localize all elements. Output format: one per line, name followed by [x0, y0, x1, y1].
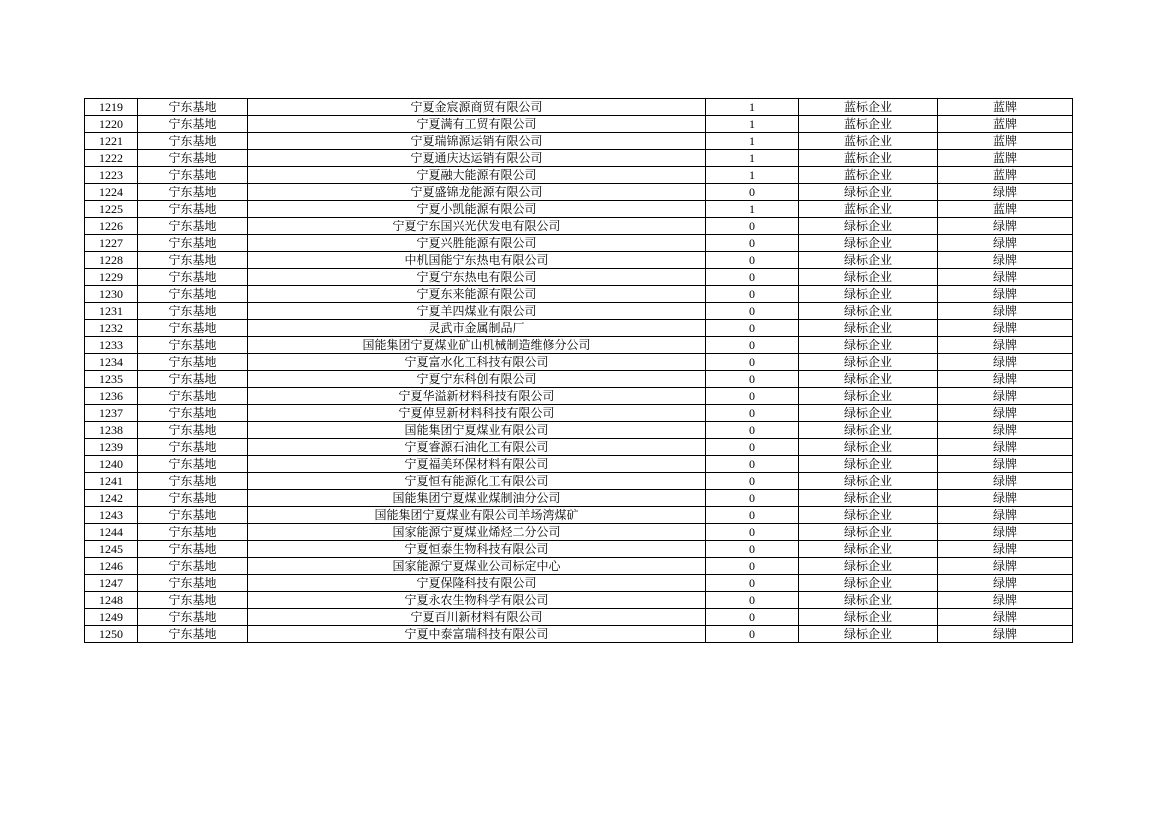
cell-count[interactable]: 0: [706, 575, 799, 592]
cell-plate[interactable]: 绿牌: [938, 575, 1073, 592]
cell-company[interactable]: 宁夏华溢新材料科技有限公司: [248, 388, 706, 405]
cell-plate[interactable]: 绿牌: [938, 422, 1073, 439]
cell-count[interactable]: 1: [706, 133, 799, 150]
cell-label[interactable]: 绿标企业: [799, 592, 938, 609]
cell-id[interactable]: 1250: [85, 626, 138, 643]
cell-count[interactable]: 0: [706, 422, 799, 439]
cell-count[interactable]: 0: [706, 354, 799, 371]
cell-plate[interactable]: 蓝牌: [938, 201, 1073, 218]
cell-company[interactable]: 宁夏融大能源有限公司: [248, 167, 706, 184]
table-row: [85, 507, 1073, 524]
cell-count[interactable]: 0: [706, 609, 799, 626]
cell-plate[interactable]: 绿牌: [938, 626, 1073, 643]
cell-count[interactable]: 0: [706, 507, 799, 524]
cell-id[interactable]: 1239: [85, 439, 138, 456]
table-row: [85, 541, 1073, 558]
cell-plate[interactable]: 绿牌: [938, 609, 1073, 626]
table-row: [85, 269, 1073, 286]
cell-id[interactable]: 1248: [85, 592, 138, 609]
cell-count[interactable]: 0: [706, 320, 799, 337]
cell-company[interactable]: 国能集团宁夏煤业矿山机械制造维修分公司: [248, 337, 706, 354]
cell-company[interactable]: 宁夏宁东热电有限公司: [248, 269, 706, 286]
cell-company[interactable]: 宁夏小凯能源有限公司: [248, 201, 706, 218]
cell-id[interactable]: 1236: [85, 388, 138, 405]
cell-base[interactable]: 宁东基地: [138, 303, 248, 320]
cell-id[interactable]: 1240: [85, 456, 138, 473]
cell-company[interactable]: 宁夏羊四煤业有限公司: [248, 303, 706, 320]
cell-count[interactable]: 0: [706, 235, 799, 252]
cell-base[interactable]: 宁东基地: [138, 507, 248, 524]
cell-plate[interactable]: 绿牌: [938, 592, 1073, 609]
cell-plate[interactable]: 绿牌: [938, 286, 1073, 303]
cell-id[interactable]: 1229: [85, 269, 138, 286]
cell-plate[interactable]: 绿牌: [938, 541, 1073, 558]
table-row: [85, 184, 1073, 201]
cell-id[interactable]: 1244: [85, 524, 138, 541]
cell-label[interactable]: 绿标企业: [799, 439, 938, 456]
table-row: [85, 218, 1073, 235]
cell-count[interactable]: 0: [706, 524, 799, 541]
cell-company[interactable]: 宁夏瑞锦源运销有限公司: [248, 133, 706, 150]
cell-label[interactable]: 绿标企业: [799, 575, 938, 592]
cell-id[interactable]: 1242: [85, 490, 138, 507]
cell-company[interactable]: 国能集团宁夏煤业煤制油分公司: [248, 490, 706, 507]
cell-label[interactable]: 绿标企业: [799, 252, 938, 269]
cell-plate[interactable]: 绿牌: [938, 405, 1073, 422]
table-row: [85, 116, 1073, 133]
cell-label[interactable]: 蓝标企业: [799, 133, 938, 150]
cell-count[interactable]: 0: [706, 592, 799, 609]
cell-base[interactable]: 宁东基地: [138, 337, 248, 354]
table-row: [85, 592, 1073, 609]
cell-base[interactable]: 宁东基地: [138, 201, 248, 218]
cell-company[interactable]: 宁夏睿源石油化工有限公司: [248, 439, 706, 456]
table-row: [85, 303, 1073, 320]
cell-label[interactable]: 绿标企业: [799, 354, 938, 371]
cell-id[interactable]: 1219: [85, 99, 138, 116]
cell-label[interactable]: 绿标企业: [799, 609, 938, 626]
cell-plate[interactable]: 绿牌: [938, 252, 1073, 269]
cell-count[interactable]: 0: [706, 558, 799, 575]
cell-count[interactable]: 0: [706, 184, 799, 201]
table-row: [85, 473, 1073, 490]
table-row: [85, 405, 1073, 422]
table-row: [85, 609, 1073, 626]
cell-base[interactable]: 宁东基地: [138, 388, 248, 405]
cell-count[interactable]: 0: [706, 456, 799, 473]
table-row: [85, 235, 1073, 252]
cell-plate[interactable]: 蓝牌: [938, 116, 1073, 133]
cell-id[interactable]: 1231: [85, 303, 138, 320]
cell-id[interactable]: 1238: [85, 422, 138, 439]
cell-id[interactable]: 1232: [85, 320, 138, 337]
table-row: [85, 167, 1073, 184]
cell-company[interactable]: 宁夏宁东国兴光伏发电有限公司: [248, 218, 706, 235]
cell-company[interactable]: 国家能源宁夏煤业烯烃二分公司: [248, 524, 706, 541]
cell-company[interactable]: 灵武市金属制品厂: [248, 320, 706, 337]
cell-count[interactable]: 0: [706, 269, 799, 286]
table-row: [85, 422, 1073, 439]
table-row: [85, 320, 1073, 337]
cell-company[interactable]: 国能集团宁夏煤业有限公司: [248, 422, 706, 439]
cell-company[interactable]: 宁夏百川新材料有限公司: [248, 609, 706, 626]
table-row: [85, 388, 1073, 405]
cell-label[interactable]: 绿标企业: [799, 490, 938, 507]
cell-plate[interactable]: 绿牌: [938, 354, 1073, 371]
table-row: [85, 524, 1073, 541]
cell-label[interactable]: 绿标企业: [799, 405, 938, 422]
table-row: [85, 439, 1073, 456]
cell-count[interactable]: 1: [706, 201, 799, 218]
cell-base[interactable]: 宁东基地: [138, 371, 248, 388]
cell-base[interactable]: 宁东基地: [138, 218, 248, 235]
cell-base[interactable]: 宁东基地: [138, 456, 248, 473]
cell-company[interactable]: 宁夏宁东科创有限公司: [248, 371, 706, 388]
cell-base[interactable]: 宁东基地: [138, 116, 248, 133]
cell-base[interactable]: 宁东基地: [138, 592, 248, 609]
cell-plate[interactable]: 绿牌: [938, 337, 1073, 354]
cell-company[interactable]: 宁夏富水化工科技有限公司: [248, 354, 706, 371]
cell-id[interactable]: 1221: [85, 133, 138, 150]
cell-label[interactable]: 绿标企业: [799, 456, 938, 473]
table-row: [85, 456, 1073, 473]
cell-plate[interactable]: 绿牌: [938, 184, 1073, 201]
cell-plate[interactable]: 绿牌: [938, 490, 1073, 507]
cell-plate[interactable]: 蓝牌: [938, 150, 1073, 167]
cell-base[interactable]: 宁东基地: [138, 320, 248, 337]
cell-base[interactable]: 宁东基地: [138, 609, 248, 626]
table-row: [85, 286, 1073, 303]
cell-base[interactable]: 宁东基地: [138, 524, 248, 541]
cell-plate[interactable]: 绿牌: [938, 473, 1073, 490]
cell-id[interactable]: 1227: [85, 235, 138, 252]
table-row: [85, 99, 1073, 116]
cell-plate[interactable]: 绿牌: [938, 218, 1073, 235]
cell-label[interactable]: 蓝标企业: [799, 201, 938, 218]
cell-count[interactable]: 0: [706, 490, 799, 507]
cell-label[interactable]: 蓝标企业: [799, 116, 938, 133]
cell-id[interactable]: 1246: [85, 558, 138, 575]
cell-id[interactable]: 1234: [85, 354, 138, 371]
cell-count[interactable]: 0: [706, 439, 799, 456]
cell-label[interactable]: 绿标企业: [799, 337, 938, 354]
cell-plate[interactable]: 绿牌: [938, 507, 1073, 524]
cell-company[interactable]: 国家能源宁夏煤业公司标定中心: [248, 558, 706, 575]
cell-id[interactable]: 1226: [85, 218, 138, 235]
cell-company[interactable]: 宁夏盛锦龙能源有限公司: [248, 184, 706, 201]
cell-count[interactable]: 0: [706, 303, 799, 320]
cell-base[interactable]: 宁东基地: [138, 439, 248, 456]
cell-base[interactable]: 宁东基地: [138, 558, 248, 575]
cell-count[interactable]: 0: [706, 252, 799, 269]
cell-label[interactable]: 蓝标企业: [799, 167, 938, 184]
table-row: [85, 337, 1073, 354]
cell-base[interactable]: 宁东基地: [138, 490, 248, 507]
cell-label[interactable]: 绿标企业: [799, 235, 938, 252]
cell-count[interactable]: 0: [706, 626, 799, 643]
cell-id[interactable]: 1241: [85, 473, 138, 490]
cell-base[interactable]: 宁东基地: [138, 269, 248, 286]
cell-plate[interactable]: 绿牌: [938, 456, 1073, 473]
cell-label[interactable]: 绿标企业: [799, 371, 938, 388]
cell-count[interactable]: 1: [706, 99, 799, 116]
cell-plate[interactable]: 绿牌: [938, 388, 1073, 405]
cell-base[interactable]: 宁东基地: [138, 626, 248, 643]
cell-label[interactable]: 绿标企业: [799, 422, 938, 439]
cell-plate[interactable]: 蓝牌: [938, 167, 1073, 184]
cell-company[interactable]: 宁夏永农生物科学有限公司: [248, 592, 706, 609]
cell-base[interactable]: 宁东基地: [138, 99, 248, 116]
cell-base[interactable]: 宁东基地: [138, 252, 248, 269]
cell-count[interactable]: 1: [706, 116, 799, 133]
cell-count[interactable]: 0: [706, 337, 799, 354]
cell-id[interactable]: 1245: [85, 541, 138, 558]
table-row: [85, 354, 1073, 371]
cell-company[interactable]: 国能集团宁夏煤业有限公司羊场湾煤矿: [248, 507, 706, 524]
cell-label[interactable]: 绿标企业: [799, 626, 938, 643]
cell-count[interactable]: 1: [706, 167, 799, 184]
cell-company[interactable]: 宁夏金宸源商贸有限公司: [248, 99, 706, 116]
cell-id[interactable]: 1223: [85, 167, 138, 184]
cell-label[interactable]: 绿标企业: [799, 473, 938, 490]
cell-company[interactable]: 宁夏保隆科技有限公司: [248, 575, 706, 592]
cell-plate[interactable]: 蓝牌: [938, 133, 1073, 150]
cell-plate[interactable]: 绿牌: [938, 235, 1073, 252]
cell-label[interactable]: 绿标企业: [799, 286, 938, 303]
cell-plate[interactable]: 绿牌: [938, 558, 1073, 575]
table-row: [85, 150, 1073, 167]
cell-company[interactable]: 宁夏福美环保材料有限公司: [248, 456, 706, 473]
cell-base[interactable]: 宁东基地: [138, 235, 248, 252]
cell-label[interactable]: 绿标企业: [799, 558, 938, 575]
cell-company[interactable]: 宁夏恒有能源化工有限公司: [248, 473, 706, 490]
cell-count[interactable]: 1: [706, 150, 799, 167]
cell-base[interactable]: 宁东基地: [138, 473, 248, 490]
table-row: [85, 575, 1073, 592]
cell-id[interactable]: 1225: [85, 201, 138, 218]
table-row: [85, 133, 1073, 150]
cell-company[interactable]: 宁夏满有工贸有限公司: [248, 116, 706, 133]
cell-label[interactable]: 蓝标企业: [799, 150, 938, 167]
cell-plate[interactable]: 绿牌: [938, 371, 1073, 388]
cell-id[interactable]: 1220: [85, 116, 138, 133]
table-row: [85, 201, 1073, 218]
table-row: [85, 490, 1073, 507]
cell-label[interactable]: 绿标企业: [799, 507, 938, 524]
cell-company[interactable]: 中机国能宁东热电有限公司: [248, 252, 706, 269]
cell-plate[interactable]: 绿牌: [938, 320, 1073, 337]
cell-count[interactable]: 0: [706, 405, 799, 422]
cell-id[interactable]: 1249: [85, 609, 138, 626]
cell-id[interactable]: 1228: [85, 252, 138, 269]
cell-label[interactable]: 绿标企业: [799, 388, 938, 405]
cell-company[interactable]: 宁夏中泰富瑞科技有限公司: [248, 626, 706, 643]
cell-plate[interactable]: 绿牌: [938, 269, 1073, 286]
cell-id[interactable]: 1230: [85, 286, 138, 303]
cell-base[interactable]: 宁东基地: [138, 354, 248, 371]
cell-count[interactable]: 0: [706, 388, 799, 405]
cell-count[interactable]: 0: [706, 286, 799, 303]
cell-base[interactable]: 宁东基地: [138, 133, 248, 150]
cell-count[interactable]: 0: [706, 218, 799, 235]
cell-count[interactable]: 0: [706, 473, 799, 490]
cell-id[interactable]: 1247: [85, 575, 138, 592]
cell-label[interactable]: 绿标企业: [799, 269, 938, 286]
table-row: [85, 371, 1073, 388]
cell-id[interactable]: 1224: [85, 184, 138, 201]
cell-count[interactable]: 0: [706, 371, 799, 388]
cell-label[interactable]: 绿标企业: [799, 541, 938, 558]
cell-label[interactable]: 绿标企业: [799, 303, 938, 320]
cell-base[interactable]: 宁东基地: [138, 575, 248, 592]
cell-base[interactable]: 宁东基地: [138, 405, 248, 422]
cell-plate[interactable]: 绿牌: [938, 439, 1073, 456]
cell-count[interactable]: 0: [706, 541, 799, 558]
cell-company[interactable]: 宁夏兴胜能源有限公司: [248, 235, 706, 252]
cell-company[interactable]: 宁夏通庆达运销有限公司: [248, 150, 706, 167]
cell-company[interactable]: 宁夏恒泰生物科技有限公司: [248, 541, 706, 558]
cell-label[interactable]: 绿标企业: [799, 524, 938, 541]
table-row: [85, 626, 1073, 643]
cell-label[interactable]: 绿标企业: [799, 184, 938, 201]
cell-id[interactable]: 1243: [85, 507, 138, 524]
cell-base[interactable]: 宁东基地: [138, 150, 248, 167]
enterprise-table: [84, 98, 1073, 643]
cell-label[interactable]: 绿标企业: [799, 218, 938, 235]
table-row: [85, 252, 1073, 269]
table-row: [85, 558, 1073, 575]
cell-id[interactable]: 1235: [85, 371, 138, 388]
cell-plate[interactable]: 绿牌: [938, 303, 1073, 320]
cell-company[interactable]: 宁夏东来能源有限公司: [248, 286, 706, 303]
cell-plate[interactable]: 绿牌: [938, 524, 1073, 541]
cell-id[interactable]: 1237: [85, 405, 138, 422]
cell-base[interactable]: 宁东基地: [138, 184, 248, 201]
cell-id[interactable]: 1222: [85, 150, 138, 167]
cell-label[interactable]: 蓝标企业: [799, 99, 938, 116]
cell-company[interactable]: 宁夏倬昱新材料科技有限公司: [248, 405, 706, 422]
cell-base[interactable]: 宁东基地: [138, 167, 248, 184]
cell-base[interactable]: 宁东基地: [138, 541, 248, 558]
cell-id[interactable]: 1233: [85, 337, 138, 354]
cell-label[interactable]: 绿标企业: [799, 320, 938, 337]
cell-base[interactable]: 宁东基地: [138, 286, 248, 303]
cell-plate[interactable]: 蓝牌: [938, 99, 1073, 116]
cell-base[interactable]: 宁东基地: [138, 422, 248, 439]
